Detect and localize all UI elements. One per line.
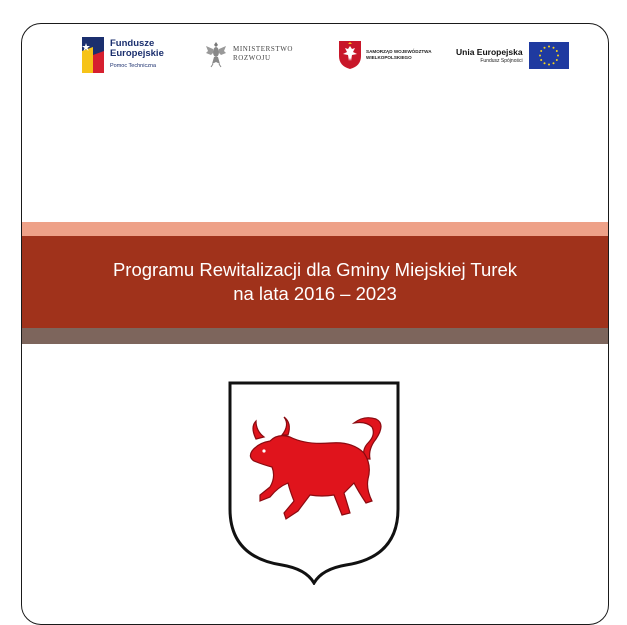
samorzad-logo-line1: SAMORZĄD WOJEWÓDZTWA (366, 49, 432, 54)
samorzad-logo-line2: WIELKOPOLSKIEGO (366, 55, 412, 60)
document-page (21, 23, 609, 625)
wielkopolska-crest-icon (338, 40, 362, 70)
turek-coat-of-arms (226, 379, 402, 585)
unia-logo-line1: Unia Europejska (456, 47, 523, 57)
fundusze-logo-line1: Fundusze (110, 38, 155, 49)
eu-flag-icon (529, 42, 569, 69)
samorzad-wojewodztwa-logo (338, 40, 432, 70)
unia-europejska-logo (456, 42, 569, 69)
fundusze-europejskie-logo (82, 37, 164, 73)
document-title (22, 258, 608, 306)
document-title-line2: na lata 2016 – 2023 (233, 283, 397, 304)
fundusze-logo-line3: Pomoc Techniczna (110, 63, 157, 69)
title-band-bottom-stripe (22, 328, 608, 344)
logo-bar (22, 24, 608, 94)
ministerstwo-logo-line2: ROZWOJU (233, 54, 271, 62)
ministerstwo-logo-line1: MINISTERSTWO (233, 45, 294, 53)
document-title-line1: Programu Rewitalizacji dla Gminy Miejskiej Turek (112, 259, 518, 280)
fundusze-europejskie-emblem-icon (82, 37, 104, 73)
title-band (22, 236, 608, 328)
polish-eagle-icon (205, 40, 227, 68)
title-band-top-stripe (22, 222, 608, 236)
unia-logo-line2: Fundusz Spójności (480, 58, 523, 64)
ministerstwo-rozwoju-logo (205, 40, 293, 68)
fundusze-logo-line2: Europejskie (110, 48, 164, 59)
